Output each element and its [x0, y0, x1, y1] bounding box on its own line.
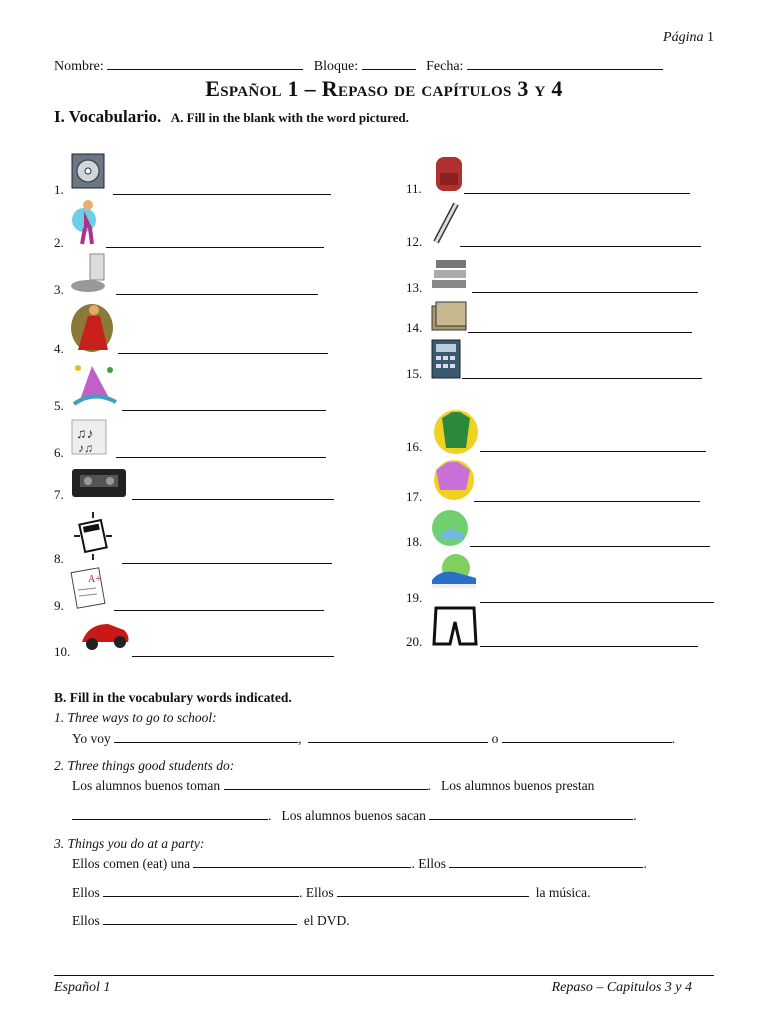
q2-blank-1[interactable]: [224, 777, 428, 790]
q3-blank-5[interactable]: [103, 912, 297, 925]
answer-blank[interactable]: [122, 563, 332, 564]
answer-blank[interactable]: [470, 546, 710, 547]
bloque-label: Bloque:: [313, 59, 359, 74]
q1-blank-2[interactable]: [308, 730, 488, 743]
sheet-music-icon: [70, 418, 110, 463]
answer-blank[interactable]: [122, 410, 326, 411]
item-number: 18.: [406, 534, 423, 549]
answer-blank[interactable]: [132, 499, 334, 500]
item-number: 12.: [406, 234, 423, 249]
q2-line-2: . Los alumnos buenos sacan .: [72, 807, 637, 824]
answer-blank[interactable]: [480, 646, 698, 647]
answer-blank[interactable]: [113, 194, 331, 195]
item-number: 20.: [406, 634, 423, 649]
page-title: Español 1 – Repaso de capítulos 3 y 4: [205, 76, 563, 101]
section-b-heading: B. Fill in the vocabulary words indicated.: [54, 690, 292, 705]
high-heel-shoe-icon: [430, 508, 470, 553]
item-number: 11.: [406, 181, 422, 196]
answer-blank[interactable]: [472, 292, 698, 293]
answer-blank[interactable]: [480, 602, 714, 603]
shorts-icon: [430, 604, 480, 653]
footer-right: Repaso – Capitulos 3 y 4: [551, 980, 692, 995]
pen-icon: [430, 200, 462, 253]
answer-blank[interactable]: [460, 246, 701, 247]
item-number: 16.: [406, 439, 423, 454]
item-number: 9.: [54, 598, 64, 613]
item-number: 2.: [54, 235, 64, 250]
cd-icon: [70, 152, 108, 197]
nombre-field[interactable]: [107, 57, 303, 70]
sneaker-icon: [430, 552, 480, 597]
svg-text:♪♫: ♪♫: [78, 441, 93, 455]
item-number: 17.: [406, 489, 423, 504]
graded-paper-icon: [70, 566, 110, 617]
section-instruction: A. Fill in the blank with the word pictured.: [170, 110, 409, 125]
q3-blank-3[interactable]: [103, 884, 299, 897]
calculator-icon: [430, 338, 462, 385]
books-icon: [430, 256, 470, 297]
item-number: 5.: [54, 398, 64, 413]
q2-blank-3[interactable]: [429, 807, 633, 820]
q3-line-2: Ellos . Ellos la música.: [72, 885, 591, 900]
videotape-icon: [70, 465, 128, 506]
nombre-label: Nombre:: [54, 59, 104, 74]
dancer-icon: [70, 198, 102, 251]
sweater-icon: [430, 404, 480, 459]
svg-text:♫♪: ♫♪: [76, 427, 94, 442]
red-car-icon: [78, 616, 132, 659]
fecha-label: Fecha:: [426, 59, 464, 74]
item-number: 10.: [54, 644, 71, 659]
party-hat-icon: [70, 360, 120, 415]
q3-blank-1[interactable]: [193, 855, 411, 868]
answer-blank[interactable]: [118, 353, 328, 354]
answer-blank[interactable]: [468, 332, 692, 333]
answer-blank[interactable]: [480, 451, 706, 452]
flamenco-dancer-icon: [70, 300, 116, 359]
q1-blank-3[interactable]: [502, 730, 672, 743]
item-number: 13.: [406, 280, 423, 295]
q3-line-3: Ellos el DVD.: [72, 913, 350, 928]
svg-text:A+: A+: [88, 574, 101, 585]
answer-blank[interactable]: [106, 247, 324, 248]
item-number: 8.: [54, 551, 64, 566]
q1-prompt: 1. Three ways to go to school:: [54, 710, 217, 725]
answer-blank[interactable]: [116, 457, 326, 458]
answer-blank[interactable]: [462, 378, 702, 379]
q1-blank-1[interactable]: [114, 730, 298, 743]
footer-rule: [54, 975, 714, 976]
q3-prompt: 3. Things you do at a party:: [54, 836, 205, 851]
backpack-icon: [430, 151, 466, 200]
section-heading: I. Vocabulario.: [54, 107, 162, 126]
item-number: 15.: [406, 366, 423, 381]
item-number: 6.: [54, 445, 64, 460]
item-number: 7.: [54, 487, 64, 502]
q1-line: Yo voy , o .: [72, 731, 676, 746]
q2-line-1: Los alumnos buenos toman . Los alumnos buenos prestan: [72, 778, 595, 793]
answer-blank[interactable]: [116, 294, 318, 295]
q3-blank-2[interactable]: [449, 855, 643, 868]
section-vocabulario: [54, 107, 409, 127]
item-number: 19.: [406, 590, 423, 605]
answer-blank[interactable]: [114, 610, 324, 611]
q3-line-1: Ellos comen (eat) una . Ellos .: [72, 856, 647, 871]
answer-blank[interactable]: [464, 193, 690, 194]
answer-blank[interactable]: [132, 656, 334, 657]
q3-blank-4[interactable]: [337, 884, 529, 897]
answer-blank[interactable]: [474, 501, 700, 502]
glass-icon: [70, 252, 110, 299]
footer-left: Español 1: [54, 980, 111, 995]
item-number: 3.: [54, 282, 64, 297]
q2-blank-2[interactable]: [72, 807, 268, 820]
item-number: 14.: [406, 320, 423, 335]
page-number: Página 1: [663, 30, 714, 45]
folder-icon: [430, 298, 470, 339]
fecha-field[interactable]: [467, 57, 663, 70]
student-info-line: [54, 57, 663, 75]
q2-prompt: 2. Three things good students do:: [54, 758, 235, 773]
blouse-icon: [430, 456, 474, 505]
newspaper-icon: [70, 510, 116, 567]
item-number: 1.: [54, 182, 64, 197]
bloque-field[interactable]: [362, 57, 416, 70]
item-number: 4.: [54, 341, 64, 356]
